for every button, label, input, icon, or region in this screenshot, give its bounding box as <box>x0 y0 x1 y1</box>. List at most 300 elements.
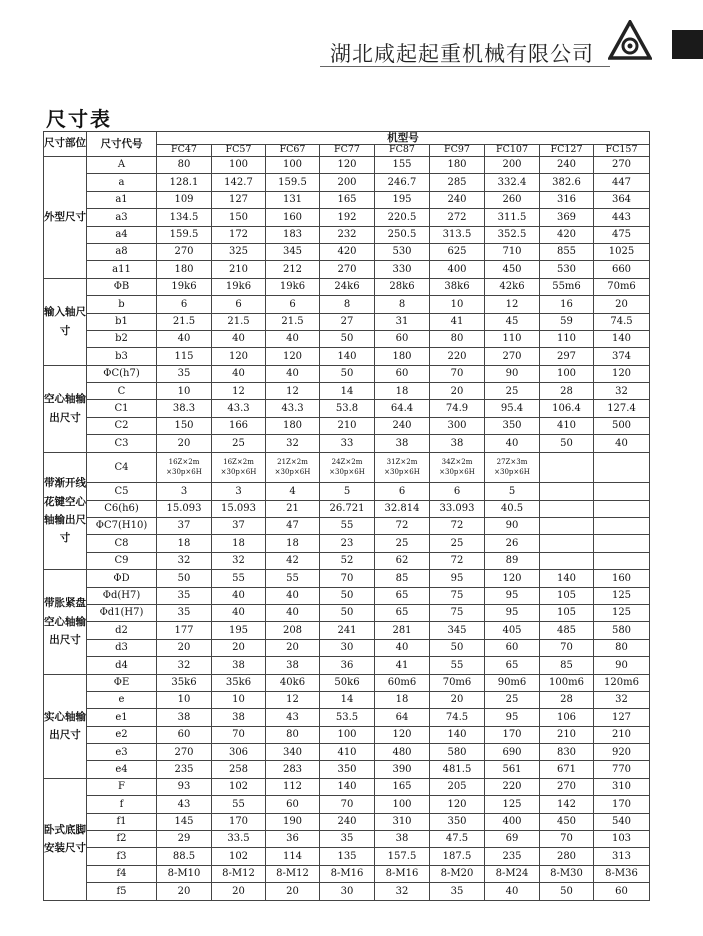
table-cell-line: ×30p×6H <box>274 468 311 477</box>
table-cell: 770 <box>594 761 650 778</box>
table-cell: 410 <box>320 744 375 761</box>
table-cell: 8-M16 <box>320 865 375 882</box>
table-cell: 400 <box>430 261 485 278</box>
table-cell: 42k6 <box>485 278 540 295</box>
table-cell: 150 <box>212 209 266 226</box>
dimension-code: C3 <box>87 435 157 452</box>
model-header: 机型号 <box>157 132 650 145</box>
table-cell: 31 <box>375 313 430 330</box>
table-cell: 920 <box>594 744 650 761</box>
table-cell: 410 <box>540 417 594 434</box>
table-cell: 38 <box>375 831 430 848</box>
table-cell: 235 <box>485 848 540 865</box>
table-cell: 38 <box>266 657 320 674</box>
table-cell: 352.5 <box>485 226 540 243</box>
table-cell: 240 <box>320 813 375 830</box>
table-row <box>44 243 650 260</box>
table-cell: 50k6 <box>320 674 375 691</box>
table-cell: 70 <box>212 726 266 743</box>
table-cell: 180 <box>375 348 430 365</box>
table-cell: 53.5 <box>320 709 375 726</box>
table-cell: 60m6 <box>375 674 430 691</box>
table-cell: 28k6 <box>375 278 430 295</box>
dimension-code: e <box>87 691 157 708</box>
table-cell: 70 <box>540 639 594 656</box>
table-cell: 8 <box>375 296 430 313</box>
table-cell: 40 <box>266 330 320 347</box>
dimension-code: e4 <box>87 761 157 778</box>
table-cell <box>594 535 650 552</box>
table-cell: 105 <box>540 604 594 621</box>
table-cell: 210 <box>540 726 594 743</box>
table-cell: 127 <box>212 191 266 208</box>
table-cell: 671 <box>540 761 594 778</box>
table-cell: 90 <box>485 518 540 535</box>
table-cell: 41 <box>375 657 430 674</box>
table-cell: 200 <box>485 156 540 173</box>
table-cell <box>540 552 594 569</box>
table-row <box>44 209 650 226</box>
table-row <box>44 417 650 434</box>
table-cell: 70 <box>320 570 375 587</box>
dimension-code: a11 <box>87 261 157 278</box>
table-cell: 69 <box>485 831 540 848</box>
table-cell: 260 <box>485 191 540 208</box>
table-cell: 37 <box>212 518 266 535</box>
table-cell: 38 <box>375 435 430 452</box>
table-cell: 74.5 <box>594 313 650 330</box>
table-cell: 45 <box>485 313 540 330</box>
table-cell: 50 <box>320 365 375 382</box>
group-label: 输入轴尺寸 <box>44 278 87 365</box>
table-cell: 50 <box>320 587 375 604</box>
table-cell: 20 <box>430 691 485 708</box>
table-cell: 6 <box>266 296 320 313</box>
table-cell: 580 <box>594 622 650 639</box>
table-row <box>44 813 650 830</box>
table-cell: 180 <box>157 261 212 278</box>
table-cell: 580 <box>430 744 485 761</box>
table-cell: 12 <box>266 691 320 708</box>
table-cell: 100 <box>320 726 375 743</box>
table-cell: 35k6 <box>157 674 212 691</box>
table-cell: 52 <box>320 552 375 569</box>
table-cell: 102 <box>212 778 266 795</box>
model-header-cell: FC87 <box>375 145 430 157</box>
model-header-cell: FC157 <box>594 145 650 157</box>
table-cell: 142.7 <box>212 174 266 191</box>
table-cell: 30 <box>320 639 375 656</box>
table-cell: 25 <box>485 383 540 400</box>
table-cell: 500 <box>594 417 650 434</box>
dimension-code: e3 <box>87 744 157 761</box>
table-cell: 55 <box>212 570 266 587</box>
table-cell: 8-M12 <box>212 865 266 882</box>
table-row <box>44 726 650 743</box>
table-cell: 65 <box>485 657 540 674</box>
table-cell: 8-M30 <box>540 865 594 882</box>
table-cell: 140 <box>430 726 485 743</box>
table-cell: 50 <box>430 639 485 656</box>
table-cell: 55 <box>320 518 375 535</box>
table-cell: 85 <box>375 570 430 587</box>
table-cell: 93 <box>157 778 212 795</box>
table-row <box>44 535 650 552</box>
table-cell <box>594 552 650 569</box>
table-row <box>44 435 650 452</box>
dimension-code: e1 <box>87 709 157 726</box>
table-cell: 95 <box>485 709 540 726</box>
table-cell: 350 <box>320 761 375 778</box>
table-cell: 3 <box>157 483 212 500</box>
table-cell: 258 <box>212 761 266 778</box>
table-cell: 270 <box>540 778 594 795</box>
table-cell: 540 <box>594 813 650 830</box>
table-cell: 75 <box>430 587 485 604</box>
table-cell <box>375 452 430 483</box>
dimension-code: ΦB <box>87 278 157 295</box>
table-cell: 350 <box>485 417 540 434</box>
table-cell: 27 <box>320 313 375 330</box>
dimension-code: C5 <box>87 483 157 500</box>
dimension-code: C6(h6) <box>87 500 157 517</box>
table-cell: 103 <box>594 831 650 848</box>
table-cell: 270 <box>594 156 650 173</box>
table-cell: 88.5 <box>157 848 212 865</box>
table-cell: 345 <box>266 243 320 260</box>
table-cell: 32 <box>594 691 650 708</box>
table-cell <box>266 452 320 483</box>
table-cell: 325 <box>212 243 266 260</box>
dimension-code: d4 <box>87 657 157 674</box>
table-cell: 33.093 <box>430 500 485 517</box>
table-cell: 8-M12 <box>266 865 320 882</box>
table-row <box>44 518 650 535</box>
table-cell: 306 <box>212 744 266 761</box>
table-cell: 382.6 <box>540 174 594 191</box>
table-cell: 25 <box>212 435 266 452</box>
table-cell: 210 <box>320 417 375 434</box>
table-row <box>44 622 650 639</box>
table-cell: 270 <box>157 744 212 761</box>
table-cell: 70m6 <box>430 674 485 691</box>
table-cell: 89 <box>485 552 540 569</box>
table-cell: 120m6 <box>594 674 650 691</box>
table-cell: 625 <box>430 243 485 260</box>
table-cell: 8-M20 <box>430 865 485 882</box>
table-cell: 8 <box>320 296 375 313</box>
table-cell: 443 <box>594 209 650 226</box>
table-cell: 165 <box>375 778 430 795</box>
table-cell: 20 <box>594 296 650 313</box>
table-cell: 40 <box>485 435 540 452</box>
table-cell: 90 <box>594 657 650 674</box>
table-row <box>44 348 650 365</box>
table-cell: 43 <box>157 796 212 813</box>
table-cell: 125 <box>594 587 650 604</box>
table-cell: 120 <box>212 348 266 365</box>
company-name: 湖北咸起起重机械有限公司 <box>330 42 594 66</box>
table-cell: 450 <box>540 813 594 830</box>
table-cell: 135 <box>320 848 375 865</box>
table-cell: 60 <box>266 796 320 813</box>
table-cell: 3 <box>212 483 266 500</box>
table-cell: 20 <box>212 639 266 656</box>
table-cell: 80 <box>594 639 650 656</box>
table-cell: 26 <box>485 535 540 552</box>
table-cell: 20 <box>266 883 320 901</box>
table-cell: 60 <box>375 365 430 382</box>
table-cell: 830 <box>540 744 594 761</box>
dimension-code: Φd1(H7) <box>87 604 157 621</box>
table-cell: 155 <box>375 156 430 173</box>
table-row <box>44 796 650 813</box>
table-cell: 8-M16 <box>375 865 430 882</box>
dimension-code: a1 <box>87 191 157 208</box>
table-row <box>44 400 650 417</box>
table-cell <box>157 452 212 483</box>
table-cell: 100 <box>266 156 320 173</box>
table-cell: 100m6 <box>540 674 594 691</box>
table-cell: 128.1 <box>157 174 212 191</box>
table-cell: 180 <box>430 156 485 173</box>
table-cell: 240 <box>430 191 485 208</box>
dimension-table <box>43 131 650 901</box>
table-cell: 475 <box>594 226 650 243</box>
table-cell: 240 <box>375 417 430 434</box>
table-row <box>44 691 650 708</box>
table-cell: 32 <box>212 552 266 569</box>
table-cell: 159.5 <box>266 174 320 191</box>
table-cell: 369 <box>540 209 594 226</box>
table-cell: 530 <box>375 243 430 260</box>
table-cell: 6 <box>375 483 430 500</box>
table-cell: 166 <box>212 417 266 434</box>
table-cell: 95 <box>485 587 540 604</box>
table-cell <box>540 500 594 517</box>
table-cell <box>540 535 594 552</box>
table-cell: 35 <box>157 365 212 382</box>
table-cell: 38k6 <box>430 278 485 295</box>
table-cell: 20 <box>266 639 320 656</box>
table-cell: 18 <box>157 535 212 552</box>
table-cell: 36 <box>266 831 320 848</box>
dimension-code: f2 <box>87 831 157 848</box>
table-cell: 142 <box>540 796 594 813</box>
table-cell: 18 <box>375 691 430 708</box>
table-cell: 195 <box>375 191 430 208</box>
model-header-cell: FC127 <box>540 145 594 157</box>
table-cell: 35k6 <box>212 674 266 691</box>
table-cell: 10 <box>212 691 266 708</box>
table-cell <box>430 452 485 483</box>
table-cell: 35 <box>320 831 375 848</box>
table-row <box>44 744 650 761</box>
table-cell: 40k6 <box>266 674 320 691</box>
table-cell: 32 <box>375 883 430 901</box>
table-cell: 38.3 <box>157 400 212 417</box>
dimension-code: d2 <box>87 622 157 639</box>
model-header-cell: FC97 <box>430 145 485 157</box>
model-header-cell: FC107 <box>485 145 540 157</box>
dimension-code: f1 <box>87 813 157 830</box>
table-cell: 32 <box>157 552 212 569</box>
table-cell: 40 <box>266 587 320 604</box>
table-cell: 102 <box>212 848 266 865</box>
dimension-code: C8 <box>87 535 157 552</box>
table-cell <box>594 518 650 535</box>
table-cell: 85 <box>540 657 594 674</box>
table-cell: 40 <box>212 587 266 604</box>
table-cell: 60 <box>485 639 540 656</box>
model-header-cell: FC57 <box>212 145 266 157</box>
dimension-code: a4 <box>87 226 157 243</box>
table-cell: 37 <box>157 518 212 535</box>
table-cell: 190 <box>266 813 320 830</box>
table-cell: 19k6 <box>157 278 212 295</box>
table-cell: 690 <box>485 744 540 761</box>
table-cell-line: ×30p×6H <box>384 468 420 477</box>
table-cell: 205 <box>430 778 485 795</box>
table-cell: 4 <box>266 483 320 500</box>
table-row <box>44 552 650 569</box>
dimension-code: ΦC(h7) <box>87 365 157 382</box>
table-cell: 12 <box>212 383 266 400</box>
table-cell: 340 <box>266 744 320 761</box>
table-cell: 855 <box>540 243 594 260</box>
table-cell <box>594 452 650 483</box>
table-cell <box>540 483 594 500</box>
table-cell: 70 <box>540 831 594 848</box>
table-row <box>44 639 650 656</box>
table-row <box>44 156 650 173</box>
table-cell: 311.5 <box>485 209 540 226</box>
table-cell: 72 <box>430 552 485 569</box>
table-cell: 6 <box>157 296 212 313</box>
table-cell-line: ×30p×6H <box>220 468 257 477</box>
table-cell: 447 <box>594 174 650 191</box>
table-cell: 140 <box>320 348 375 365</box>
table-row <box>44 226 650 243</box>
header-rule <box>320 66 610 67</box>
corner-header: 尺寸部位 <box>44 132 87 157</box>
table-cell: 106 <box>540 709 594 726</box>
table-cell: 1025 <box>594 243 650 260</box>
table-cell: 561 <box>485 761 540 778</box>
table-cell: 40 <box>375 639 430 656</box>
table-cell: 55 <box>266 570 320 587</box>
table-cell <box>594 483 650 500</box>
table-cell: 660 <box>594 261 650 278</box>
table-cell: 100 <box>540 365 594 382</box>
table-cell: 95 <box>485 604 540 621</box>
table-cell: 16 <box>540 296 594 313</box>
table-cell: 64 <box>375 709 430 726</box>
table-cell: 33.5 <box>212 831 266 848</box>
table-cell: 8-M36 <box>594 865 650 882</box>
table-cell: 200 <box>320 174 375 191</box>
table-cell: 177 <box>157 622 212 639</box>
table-cell: 120 <box>485 570 540 587</box>
table-cell: 100 <box>212 156 266 173</box>
table-cell: 170 <box>485 726 540 743</box>
dimension-code: f4 <box>87 865 157 882</box>
page-title: 尺寸表 <box>46 107 112 131</box>
table-cell: 80 <box>430 330 485 347</box>
table-cell: 220.5 <box>375 209 430 226</box>
table-cell: 21.5 <box>212 313 266 330</box>
table-cell: 165 <box>320 191 375 208</box>
table-cell: 25 <box>375 535 430 552</box>
table-cell: 192 <box>320 209 375 226</box>
table-row <box>44 778 650 795</box>
table-cell: 18 <box>375 383 430 400</box>
table-cell: 53.8 <box>320 400 375 417</box>
dimension-code: C2 <box>87 417 157 434</box>
table-cell: 12 <box>485 296 540 313</box>
table-cell: 47 <box>266 518 320 535</box>
table-cell: 19k6 <box>212 278 266 295</box>
group-label: 外型尺寸 <box>44 156 87 278</box>
dimension-code: b2 <box>87 330 157 347</box>
table-cell: 47.5 <box>430 831 485 848</box>
table-cell: 530 <box>540 261 594 278</box>
table-cell: 10 <box>157 691 212 708</box>
table-cell: 75 <box>430 604 485 621</box>
table-cell: 134.5 <box>157 209 212 226</box>
table-cell: 6 <box>212 296 266 313</box>
table-cell: 60 <box>157 726 212 743</box>
table-cell: 80 <box>157 156 212 173</box>
table-row <box>44 570 650 587</box>
dimension-code: b <box>87 296 157 313</box>
table-cell: 246.7 <box>375 174 430 191</box>
table-cell: 74.5 <box>430 709 485 726</box>
table-cell: 50 <box>157 570 212 587</box>
table-cell: 30 <box>320 883 375 901</box>
table-row <box>44 657 650 674</box>
table-cell-line: 34Z×2m <box>441 457 473 466</box>
table-cell: 32 <box>157 657 212 674</box>
table-cell: 390 <box>375 761 430 778</box>
table-cell: 20 <box>157 435 212 452</box>
table-row <box>44 604 650 621</box>
table-cell: 5 <box>320 483 375 500</box>
dimension-code: b3 <box>87 348 157 365</box>
table-cell: 420 <box>540 226 594 243</box>
table-cell: 485 <box>540 622 594 639</box>
table-cell: 270 <box>157 243 212 260</box>
table-cell: 12 <box>266 383 320 400</box>
table-row <box>44 383 650 400</box>
table-cell: 40 <box>266 365 320 382</box>
table-row <box>44 174 650 191</box>
group-label: 带胀紧盘空心轴输出尺寸 <box>44 570 87 674</box>
table-cell: 18 <box>212 535 266 552</box>
table-cell: 70m6 <box>594 278 650 295</box>
table-cell: 400 <box>485 813 540 830</box>
dimension-code: f <box>87 796 157 813</box>
table-cell-line: 31Z×2m <box>386 457 418 466</box>
table-cell: 710 <box>485 243 540 260</box>
table-cell: 106.4 <box>540 400 594 417</box>
table-cell: 38 <box>212 657 266 674</box>
table-cell: 120 <box>266 348 320 365</box>
table-row <box>44 500 650 517</box>
table-cell: 20 <box>157 883 212 901</box>
table-cell: 332.4 <box>485 174 540 191</box>
table-cell: 35 <box>157 587 212 604</box>
